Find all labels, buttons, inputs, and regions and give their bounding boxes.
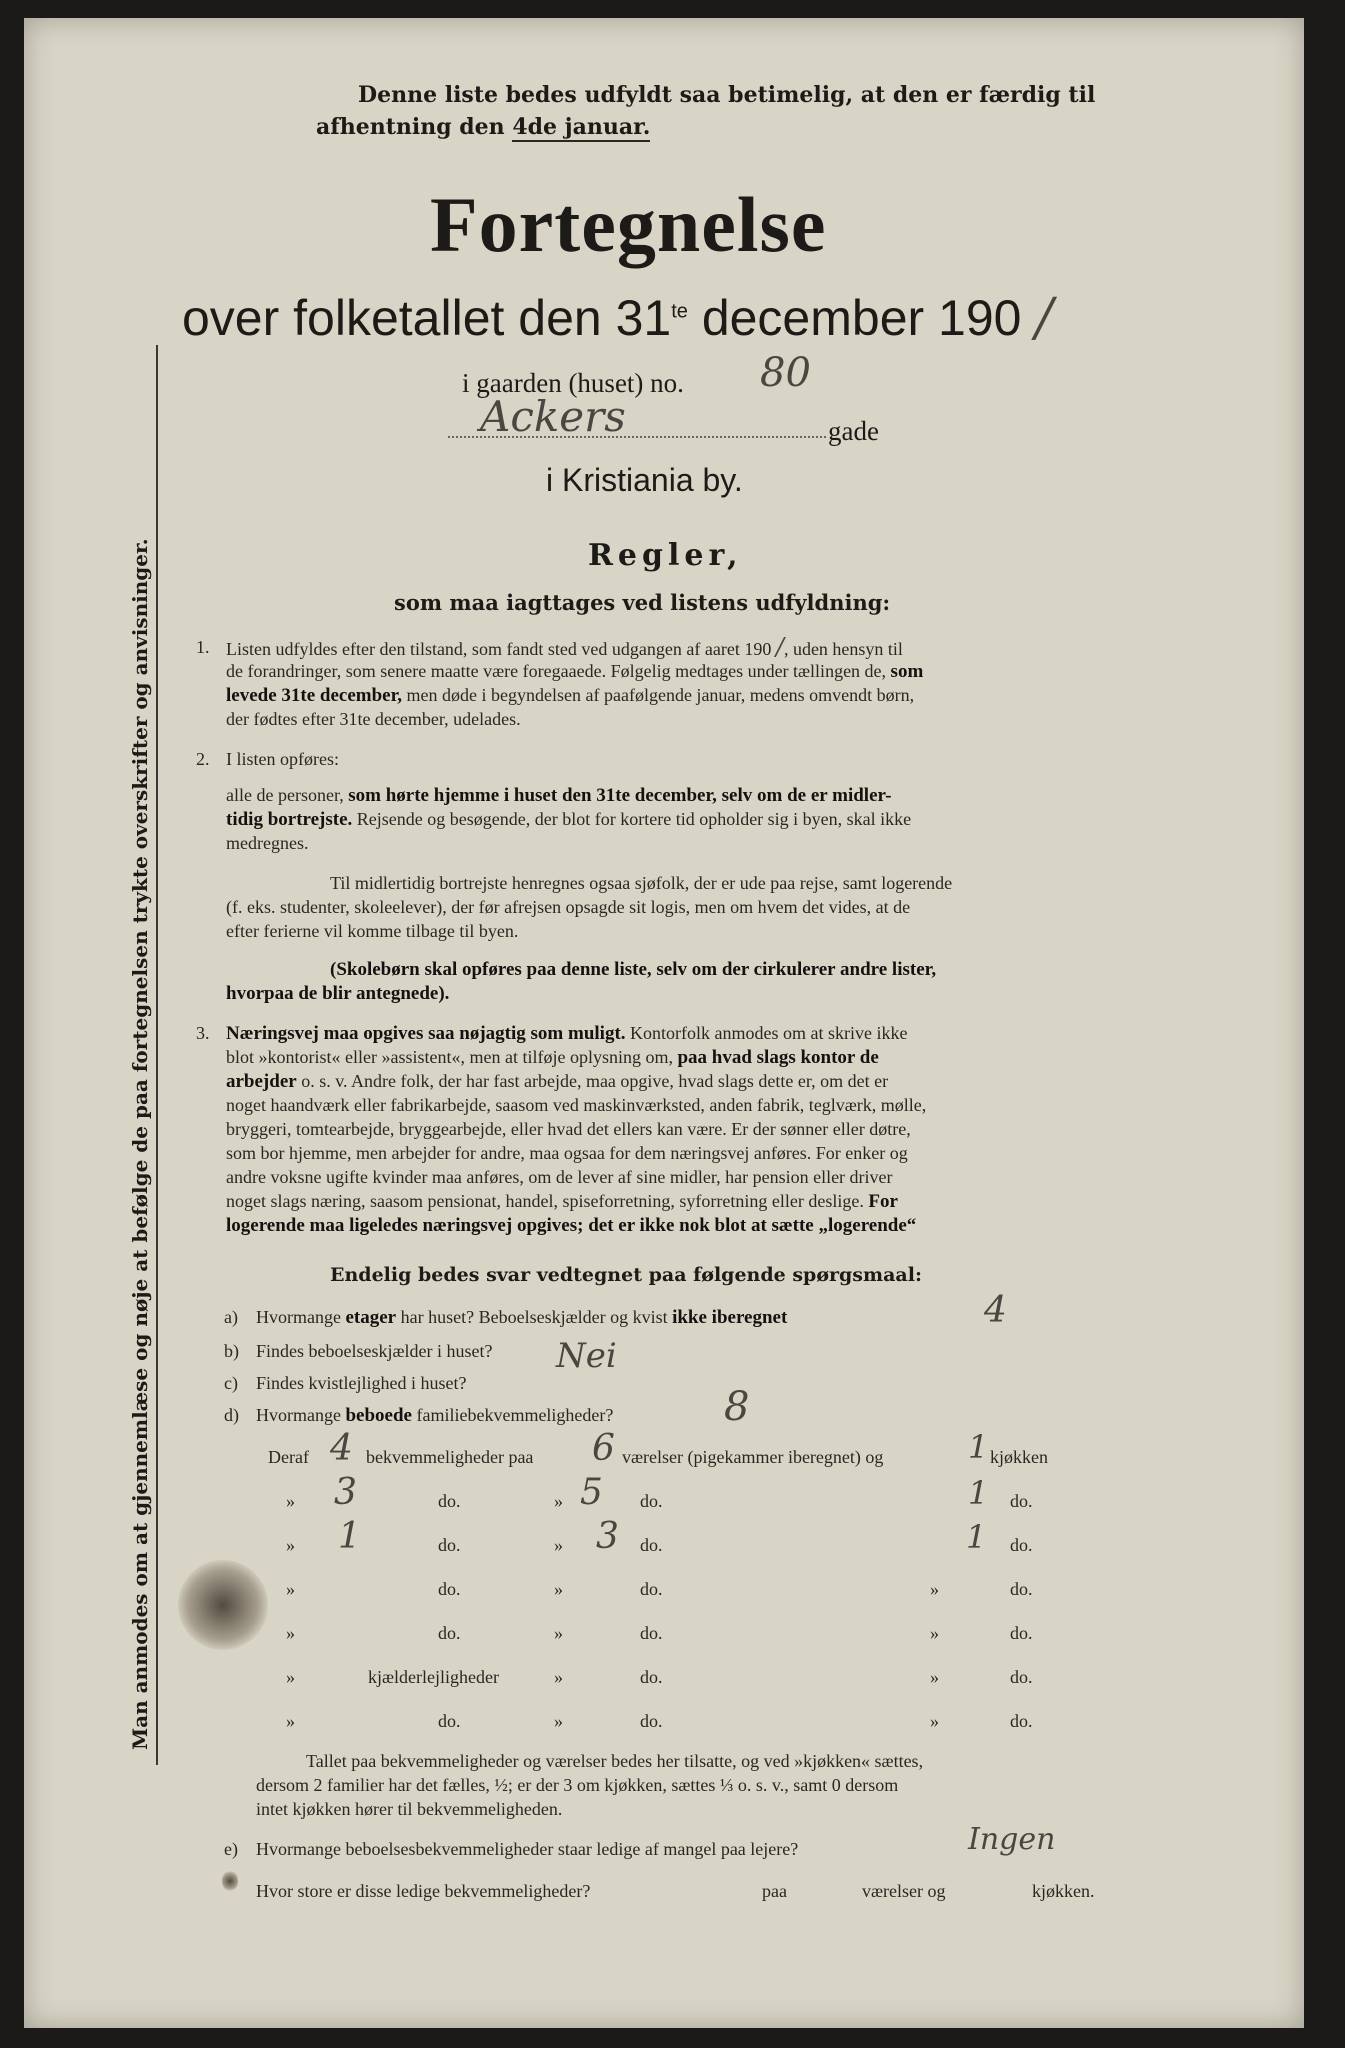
rule-3-l3-text: o. s. v. Andre folk, der har fast arbejde, maa opgive, hvad slags dette er, om det er [301,1071,889,1091]
table-row-3-do-3: do. [1010,1535,1033,1555]
rule-3-l8-bold: For [868,1191,898,1212]
rule-3-line-9 [226,1214,916,1237]
question-a-text-2: har huset? Beboelseskjælder og kvist [400,1307,668,1327]
rules-heading: Regler, [588,538,743,573]
rule-2-p3-l1-bold: (Skolebørn skal opføres paa denne liste, selv om der cirkulerer andre lister, [330,959,937,980]
rule-2-para-2-line-3: efter ferierne vil komme tilbage til byen. [226,921,519,941]
rule-1-line-3 [226,684,914,707]
question-bc-answer: Nei [556,1336,617,1376]
notice-line-2 [316,114,650,140]
rule-1-year-handwritten: / [775,633,784,661]
rule-2-line-3 [226,808,911,831]
rule-3-line-7: andre voksne ugifte kvinder maa anføres, om de lever af sine midler, har pension eller driver [226,1167,893,1187]
rule-1-line-1 [226,633,903,661]
rule-2-p3-l2-bold: hvorpaa de blir antegnede). [226,983,450,1004]
table-row-3-quote-2: » [554,1535,563,1555]
table-row-5-do-3: do. [1010,1623,1033,1643]
gade-label: gade [828,416,879,446]
rule-3-line-8 [226,1190,898,1213]
footnote-line-1: Tallet paa bekvemmeligheder og værelser bedes her tilsatte, og ved »kjøkken« sættes, [306,1751,924,1771]
question-e-label: e) [224,1839,238,1859]
rule-2-l2-bold: som hørte hjemme i huset den 31te december, selv om de er midler- [348,785,892,806]
table-row-2-do-3: do. [1010,1491,1033,1511]
question-e-answer: Ingen [968,1822,1056,1857]
question-c-label: c) [224,1373,238,1393]
notice-line-1: Denne liste bedes udfyldt saa betimelig, at den er færdig til [358,82,1096,108]
rule-2-para-3-line-1 [330,958,936,981]
table-row-2-do-1: do. [438,1491,461,1511]
question-a-bold-2: ikke iberegnet [672,1307,788,1328]
ink-stain [178,1560,268,1650]
table-row-2-vaer: 5 [580,1472,603,1513]
table-row-1-vaer: 6 [592,1428,615,1469]
rule-2-para-2-line-2: (f. eks. studenter, skoleelever), der før afrejsen opsagde sit logis, men om hvem det vides, at de [226,897,911,917]
table-row-5-quote-3: » [930,1623,939,1643]
question-e2-vaerelser: værelser og [862,1881,946,1901]
rule-3-l1-text: Kontorfolk anmodes om at skrive ikke [630,1023,908,1043]
form-subtitle [182,288,1053,348]
rule-3-l9-bold: logerende maa ligeledes næringsvej opgives; det er ikke nok blot at sætte „logerende“ [226,1215,917,1236]
table-row-3-do-2: do. [640,1535,663,1555]
question-a-label: a) [224,1307,238,1327]
rule-3-l3-bold: arbejder [226,1071,297,1092]
rule-1-l2-text: de forandringer, som senere maatte være foregaaede. Følgelig medtages under tællingen de, [226,661,887,681]
table-row-3-bekv: 1 [338,1516,361,1557]
table-row-7-do-1: do. [438,1711,461,1731]
table-row-2-kjok: 1 [968,1474,989,1512]
rule-2-number: 2. [196,749,210,769]
sidebar-rule [156,345,158,1765]
question-e2-paa: paa [762,1881,787,1901]
rule-2-line-1: I listen opføres: [226,749,339,769]
table-row-1-bekv: 4 [330,1428,353,1469]
table-row-3-vaer: 3 [596,1516,619,1557]
vaer-header: værelser (pigekammer iberegnet) og [622,1447,884,1467]
table-row-6-quote-2: » [554,1667,563,1687]
ink-dot [222,1870,238,1892]
table-row-3-quote-1: » [286,1535,295,1555]
question-d-answer: 8 [724,1384,750,1430]
table-row-7-quote-3: » [930,1711,939,1731]
sidebar-instruction: Man anmodes om at gjennemlæse og nøje at befølge de paa fortegnelsen trykte overskrifter og anvisninger. [128,538,152,1750]
table-row-6-do-3: do. [1010,1667,1033,1687]
table-row-5-do-1: do. [438,1623,461,1643]
question-d-text [256,1404,613,1427]
table-row-3-kjok: 1 [966,1518,987,1556]
questions-heading: Endelig bedes svar vedtegnet paa følgende spørgsmaal: [330,1264,922,1286]
table-row-4-do-1: do. [438,1579,461,1599]
rule-1-line-4: der fødtes efter 31te december, udelades. [226,709,521,729]
gaarden-label: i gaarden (huset) no. [462,368,684,398]
table-row-6-do-2: do. [640,1667,663,1687]
table-row-7-quote-1: » [286,1711,295,1731]
table-row-4-do-3: do. [1010,1579,1033,1599]
question-b-text: Findes beboelseskjælder i huset? [256,1341,493,1361]
question-d-bold: beboede [345,1405,412,1426]
subtitle-sup: te [671,300,688,323]
rule-3-line-6: som bor hjemme, men arbejder for andre, maa ogsaa for dem næringsvej anføres. For enker og [226,1143,908,1163]
question-e2-kjokken: kjøkken. [1032,1881,1095,1901]
rule-2-line-2 [226,784,892,807]
table-row-7-do-3: do. [1010,1711,1033,1731]
rule-3-line-5: bryggeri, tomtearbejde, bryggearbejde, eller hvad det ellers kan være. Er der sønner eller døtre, [226,1119,911,1139]
rule-3-line-3 [226,1070,888,1093]
table-row-5-quote-2: » [554,1623,563,1643]
footnote-line-3: intet kjøkken hører til bekvemmeligheden. [256,1799,563,1819]
rule-3-l1-bold: Næringsvej maa opgives saa nøjagtig som muligt. [226,1023,626,1044]
notice-line-2-prefix: afhentning den [316,114,505,140]
city-label: i Kristiania by. [546,462,743,498]
rule-3-line-1 [226,1022,907,1045]
table-row-2-quote-1: » [286,1491,295,1511]
rule-2-line-4: medregnes. [226,833,309,853]
rule-1-number: 1. [196,637,210,657]
subtitle-rest: december 190 [701,290,1022,346]
subtitle-year-handwritten: / [1035,288,1053,348]
question-a-bold-1: etager [345,1307,397,1328]
rule-2-l2-text: alle de personer, [226,785,344,805]
rule-3-line-4: noget haandværk eller fabrikarbejde, saasom ved maskinværksted, anden fabrik, teglværk, mølle, [226,1095,927,1115]
rule-1-l3-bold: levede 31te december, [226,685,403,706]
table-row-7-do-2: do. [640,1711,663,1731]
rule-2-para-2-line-1: Til midlertidig bortrejste henregnes ogsaa sjøfolk, der er ude paa rejse, samt logerende [330,873,953,893]
rule-3-l8-text: noget slags næring, saasom pensionat, handel, spiseforretning, syforretning eller deslige. [226,1191,864,1211]
table-row-4-quote-1: » [286,1579,295,1599]
table-row-4-do-2: do. [640,1579,663,1599]
table-row-3-do-1: do. [438,1535,461,1555]
question-e2-text: Hvor store er disse ledige bekvemmeligheder? [256,1881,591,1901]
table-row-6-quote-1: » [286,1667,295,1687]
question-a-text-1: Hvormange [256,1307,341,1327]
rule-1-text-a: Listen udfyldes efter den tilstand, som fandt sted ved udgangen af aaret 190 [226,639,772,659]
rule-1-line-2 [226,660,923,683]
table-row-1-kjok: 1 [968,1428,989,1466]
rule-2-l3-text: Rejsende og besøgende, der blot for kortere tid opholder sig i byen, skal ikke [356,809,912,829]
table-row-6-kjaelder: kjælderlejligheder [368,1667,499,1687]
pickup-date: 4de januar. [512,114,651,140]
table-row-4-quote-2: » [554,1579,563,1599]
question-d-text-1: Hvormange [256,1405,341,1425]
question-a-answer: 4 [984,1290,1007,1331]
gaarden-number-handwritten: 80 [760,350,811,396]
question-c-text: Findes kvistlejlighed i huset? [256,1373,467,1393]
rule-3-l2-bold: paa hvad slags kontor de [677,1047,879,1068]
question-b-label: b) [224,1341,239,1361]
subtitle-main: over folketallet den 31 [182,290,672,346]
question-d-text-2: familiebekvemmeligheder? [416,1405,614,1425]
street-name-handwritten: Ackers [480,392,626,441]
rule-2-l3-bold: tidig bortrejste. [226,809,353,830]
rule-3-line-2 [226,1046,879,1069]
question-e-text: Hvormange beboelsesbekvemmeligheder staar ledige af mangel paa lejere? [256,1839,799,1859]
rules-subheading: som maa iagttages ved listens udfyldning: [394,590,891,615]
kjokken-header: kjøkken [990,1447,1048,1467]
table-row-5-do-2: do. [640,1623,663,1643]
footnote-line-2: dersom 2 familier har det fælles, ½; er der 3 om kjøkken, sættes ⅓ o. s. v., samt 0 dersom [256,1775,899,1795]
rule-3-number: 3. [196,1023,210,1043]
rule-3-l2-text: blot »kontorist« eller »assistent«, men at tilføje oplysning om, [226,1047,673,1067]
form-title: Fortegnelse [430,181,827,268]
rule-2-para-3-line-2 [226,982,449,1005]
rule-1-text-b: , uden hensyn til [783,639,903,659]
rule-1-l2-bold: som [890,661,924,682]
rule-1-l3-text: men døde i begyndelsen af paafølgende januar, medens omvendt børn, [406,685,915,705]
deraf-label: Deraf [268,1447,309,1467]
table-row-2-bekv: 3 [334,1472,357,1513]
question-d-label: d) [224,1405,239,1425]
table-row-6-quote-3: » [930,1667,939,1687]
table-row-2-do-2: do. [640,1491,663,1511]
bekv-header: bekvemmeligheder paa [366,1447,534,1467]
question-a-text [256,1306,787,1329]
table-row-4-quote-3: » [930,1579,939,1599]
table-row-5-quote-1: » [286,1623,295,1643]
table-row-2-quote-2: » [554,1491,563,1511]
table-row-7-quote-2: » [554,1711,563,1731]
